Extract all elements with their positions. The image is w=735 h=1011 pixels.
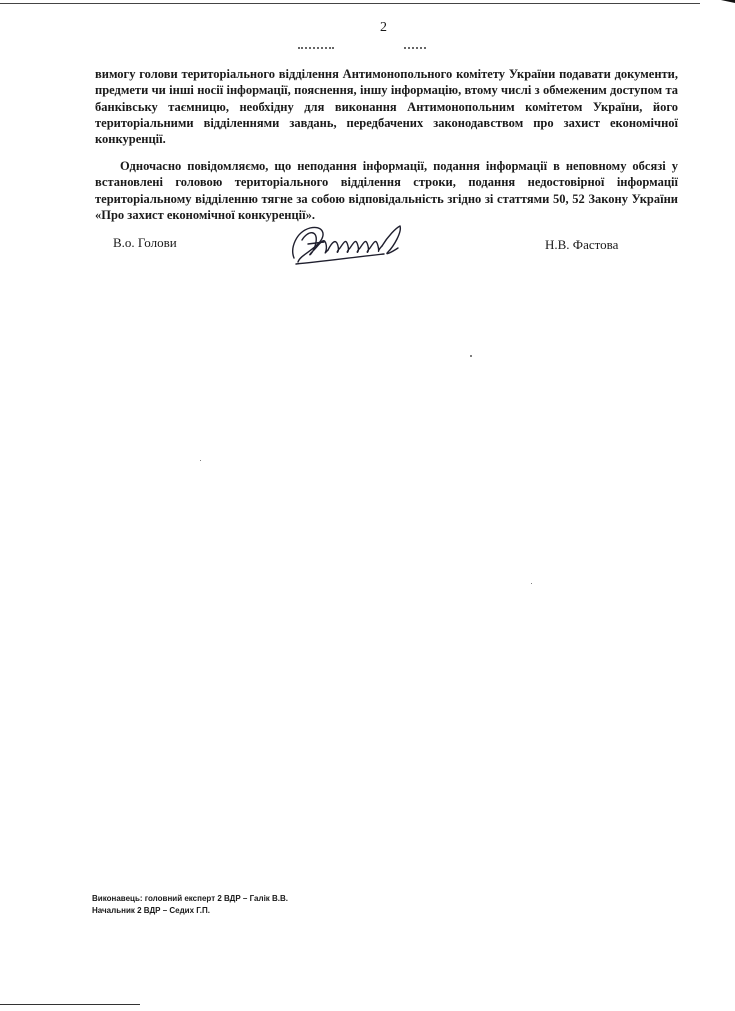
body-paragraph-2: Одночасно повідомляємо, що неподання інформації, подання інформації в неповному обсязі у встановлені головою територіального відділення строки, подання недостовірної інформації територіальному відділенню тягне за собою відповідальність згідно зі статтями 50, 52 Закону України «Про захист економічної конкуренції». [95,159,678,222]
top-corner-mark [695,0,735,13]
scan-smudge [298,47,334,53]
page-number: 2 [380,20,387,35]
scan-speck [470,355,472,357]
handwritten-signature [288,222,413,268]
top-border-line [0,3,700,4]
department-head-line: Начальник 2 ВДР – Седих Г.П. [92,906,210,915]
body-paragraph-1: вимогу голови територіального відділення Антимонопольного комітету України подавати документи, предмети чи інші носії інформації, пояснення, іншу інформацію, втому числі з обмеженим доступом та банківську таємницю, необхідну для виконання Антимонопольним комітетом України, його територіальними відділеннями завдань, передбачених законодавством про захист економічної конкуренції. [95,67,678,147]
bottom-border-line [0,1004,140,1005]
signatory-position: В.о. Голови [113,235,177,250]
scan-smudge [404,47,426,53]
scan-speck [200,460,201,461]
scan-speck [531,583,532,584]
executor-line: Виконавець: головний експерт 2 ВДР – Галік В.В. [92,894,289,903]
signatory-name: Н.В. Фастова [545,237,619,252]
executors-block [92,893,288,917]
